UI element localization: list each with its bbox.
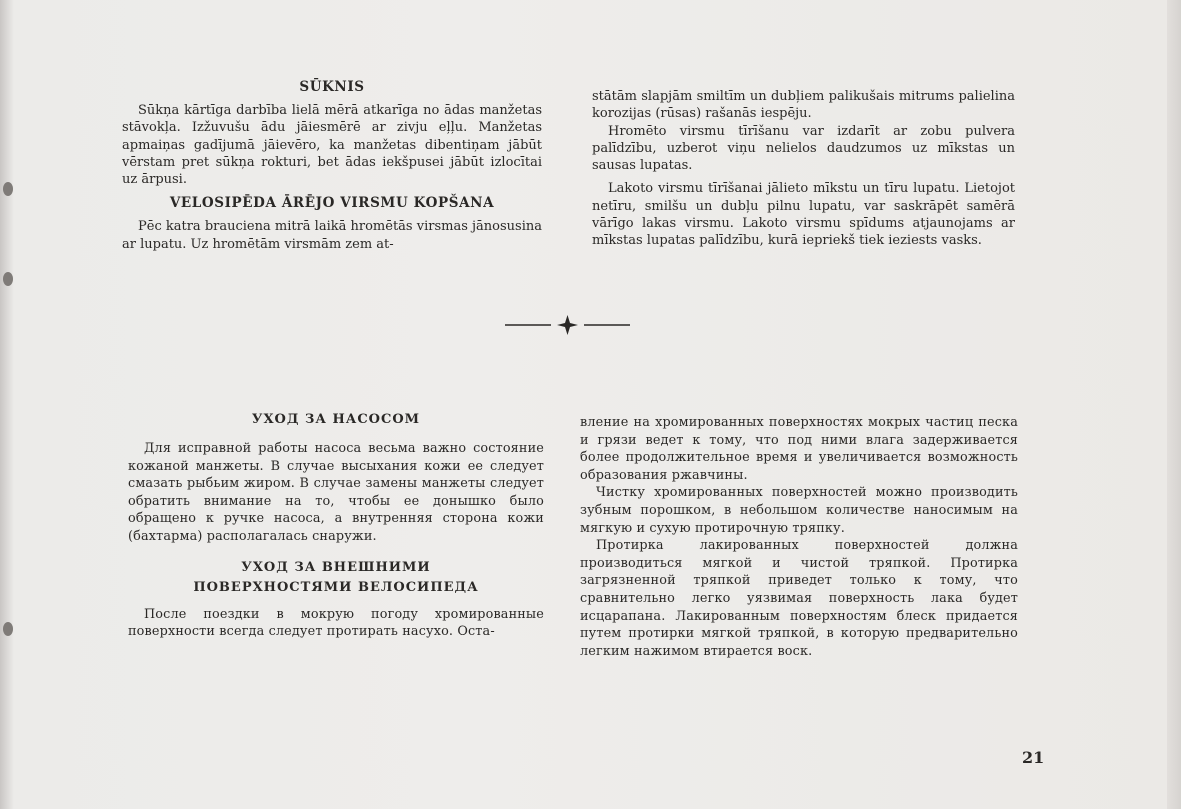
divider-ornament — [505, 314, 630, 336]
paragraph: После поездки в мокрую погоду хромированные поверхности всегда следует протирать насухо. Оста- — [128, 606, 544, 640]
page-edge — [1167, 0, 1181, 809]
heading-nasos: УХОД ЗА НАСОСОМ — [251, 412, 421, 427]
heading-suknis: SŪKNIS — [299, 79, 365, 95]
paragraph: вление на хромированных поверхностях мокрых частиц песка и грязи ведет к тому, что под ними влага задерживается более продолжительное время и увеличивается возможность образования ржавчины. — [580, 415, 1018, 483]
binding-hole — [3, 272, 13, 286]
paragraph: Lakoto virsmu tīrīšanai jālieto mīkstu un tīru lupatu. Lietojot netīru, smilšu un dubļu pilnu lupatu, var saskrāpēt samērā vārīgo lakas virsmu. Lakoto virsmu spīdums atjaunojams ar mīkstas lupatas palīdzību, kurā iepriekš tiek ieziests vasks. — [592, 181, 1015, 249]
paragraph: Sūkņa kārtīga darbība lielā mērā atkarīga no ādas manžetas stāvokļa. Izžuvušu ādu jāiesmērē ar zivju eļļu. Manžetas apmaiņas gadījumā jāievēro, ka manžetas dibentiņam jābūt vērstam pret sūkņa rokturi, bet ādas iekšpusei jābūt izlocītai uz ārpusi. — [122, 103, 542, 188]
russian-right-column — [580, 414, 1018, 660]
heading-velosipeda: VELOSIPĒDA ĀRĒJO VIRSMU KOPŠANA — [169, 195, 495, 212]
paragraph: Протирка лакированных поверхностей должна производиться мягкой и чистой тряпкой. Протирка загрязненной тряпкой приведет только к тому, что сравнительно легко уязвимая поверхность лака будет исцарапана. Лакированным поверхностям блеск придается путем протирки мягкой тряпкой, в которую предварительно легким нажимом втирается воск. — [580, 538, 1018, 659]
russian-left-column — [128, 410, 544, 641]
page-number: 21 — [1022, 748, 1045, 767]
latvian-right-column — [592, 88, 1015, 250]
paragraph: Чистку хромированных поверхностей можно производить зубным порошком, в небольшом количестве наносимым на мягкую и сухую протирочную тряпку. — [580, 485, 1018, 536]
paragraph: Для исправной работы насоса весьма важно состояние кожаной манжеты. В случае высыхания кожи ее следует смазать рыбьим жиром. В случае замены манжеты следует обратить внимание на то, чтобы ее донышко было обращено к ручке насоса, а внутренняя сторона кожи (бахтарма) располагалась снаружи. — [128, 441, 544, 544]
binding-hole — [3, 182, 13, 196]
heading-vneshnimi-line2: ПОВЕРХНОСТЯМИ ВЕЛОСИПЕДА — [193, 579, 479, 595]
paragraph: stātām slapjām smiltīm un dubļiem palikušais mitrums palielina korozijas (rūsas) rašanās iespēju. — [592, 89, 1015, 122]
heading-vneshnimi-line1: УХОД ЗА ВНЕШНИМИ — [241, 559, 431, 575]
binding-hole — [3, 622, 13, 636]
latvian-left-column — [122, 78, 542, 253]
paragraph: Pēc katra brauciena mitrā laikā hromētās virsmas jānosusina ar lupatu. Uz hromētām virsmām zem at- — [122, 219, 542, 252]
paragraph: Hromēto virsmu tīrīšanu var izdarīt ar zobu pulvera palīdzību, uzberot viņu nelielos daudzumos uz mīkstas un sausas lupatas. — [592, 123, 1015, 174]
